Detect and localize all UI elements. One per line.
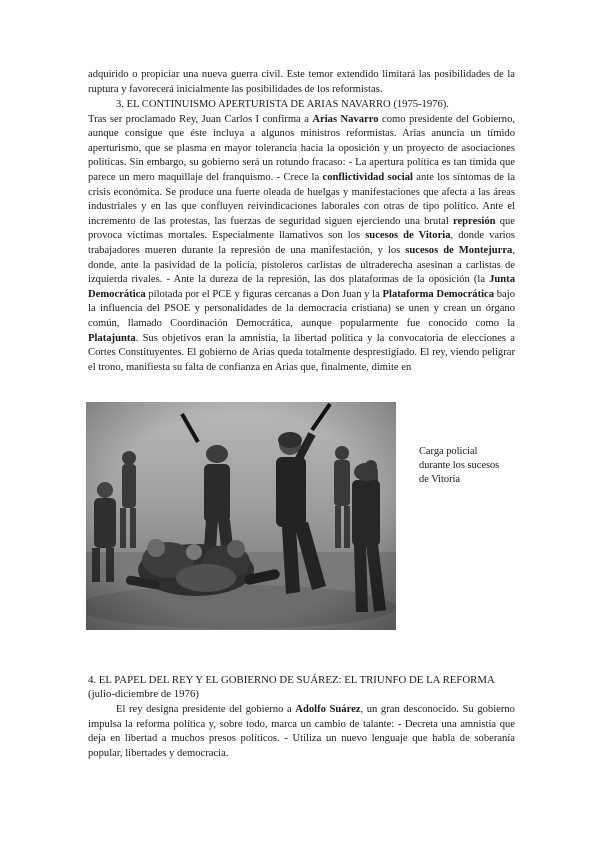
s4-text: El rey designa presidente del gobierno a [116, 704, 296, 715]
s3-text: , donde, ante la pasividad de la policía, pistoleros carlistas de ultraderecha asesinan a carlistas de izquierda rivales. - Ante la dureza de la represión, las dos plataformas de la oposición (la [88, 244, 515, 286]
section-3-heading: 3. EL CONTINUISMO APERTURISTA DE ARIAS NAVARRO (1975-1976). [116, 99, 449, 110]
paragraph-intro [88, 68, 515, 97]
section-4-dates: (julio-diciembre de 1976) [88, 688, 199, 700]
s3-text: que provoca víctimas mortales. Especialmente llamativos son los [88, 215, 515, 242]
s3-bold-vitoria: sucesos de Vitoria [365, 230, 451, 242]
s3-bold-conflictividad: conflictividad social [322, 171, 413, 183]
photo-caption: Carga policial durante los sucesos de Vitoria [419, 446, 500, 485]
s3-text: bajo la influencia del PSOE y personalidades de la democracia cristiana) se unen y crean un órgano común, llamado Coordinación Democrática, aunque popularmente fue conocido como la [88, 288, 515, 329]
s3-text: , donde varios trabajadores mueren durante la represión de una manifestación, y los [88, 230, 515, 256]
s3-text: pilotada por el PCE y figuras cercanas a Don Juan y la [145, 288, 383, 300]
photo-illustration [86, 402, 396, 630]
section-4-title: 4. EL PAPEL DEL REY Y EL GOBIERNO DE SUÁREZ: EL TRIUNFO DE LA REFORMA [88, 674, 495, 686]
s3-bold-montejurra: sucesos de Montejurra [405, 244, 513, 256]
s4-text: , un gran desconocido. Su gobierno impulsa la reforma política y, sobre todo, marca un cambio de talante: - Decreta una amnistía que deja en libertad a muchos presos políticos. - Utiliza un nuevo lenguaje que habla de soberanía popular, libertades y democracia. [88, 704, 515, 759]
s3-text: ante los síntomas de la crisis económica. Se produce una fuerte oleada de huelgas y manifestaciones que afecta a las áreas industriales y en las que confluyen reivindicaciones laborales con otras de tipo político. Ante el incremento de las protestas, las fuerzas de seguridad siguen ejerciendo una brutal [88, 171, 515, 227]
s3-bold-arias: Arias Navarro [312, 113, 379, 125]
paragraph-intro-text: adquirido o propiciar una nueva guerra civil. Este temor extendido limitará las posibilidades de la ruptura y favorecerá inicialmente las posibilidades de los reformistas. [88, 69, 515, 95]
s3-text: como presidente del Gobierno, aunque consigue que éste incluya a algunos ministros reformistas. Arias anuncia un tímido aperturismo, que se plasma en mayor tolerancia hacia la oposición y un proyecto de asociaciones políticas. Sin embargo, su gobierno será un rotundo fracaso: - La apertura política es tan tímida que parece un mero maquillaje del franquismo. - Crece la [88, 113, 516, 183]
s4-bold-suarez: Adolfo Suárez [295, 704, 361, 715]
section-4-paragraph [88, 703, 515, 761]
s3-text: Tras ser proclamado Rey, Juan Carlos I confirma a [88, 113, 313, 125]
section-4-heading [88, 673, 518, 701]
s3-bold-represion: represión [452, 215, 496, 227]
section-3-block [88, 98, 515, 375]
s3-bold-platajunta: Platajunta [88, 332, 136, 344]
s3-text: . Sus objetivos eran la amnistía, la libertad política y la convocatoria de elecciones a Cortes Constituyentes. El gobierno de Arias queda totalmente desprestigiado. El rey, viendo peligrar el trono, manifiesta su falta de confianza en Arias que, finalmente, dimite en [88, 332, 515, 373]
photo-police-charge-vitoria [86, 402, 396, 630]
s3-bold-plataforma: Plataforma Democrática [382, 288, 495, 300]
s3-bold-junta: Junta Democrática [88, 274, 515, 300]
